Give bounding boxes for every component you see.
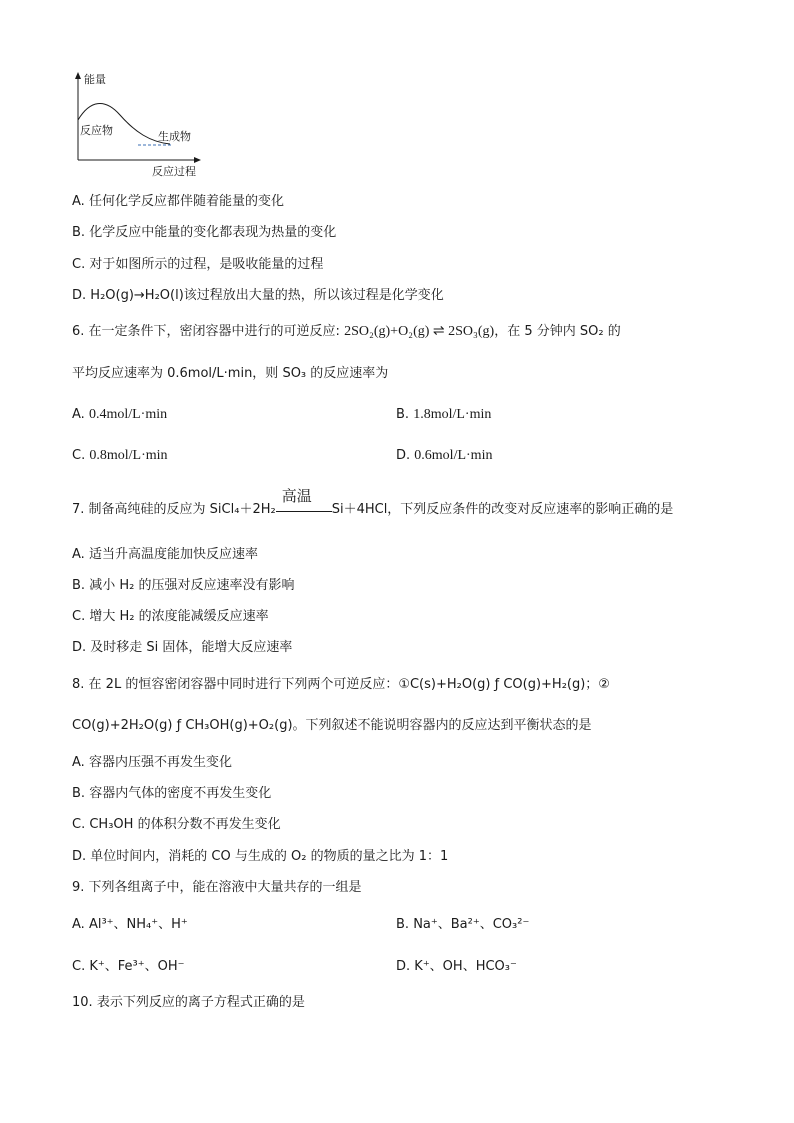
- q6-option-b: [396, 406, 491, 424]
- option-text: 化学反应中能量的变化都表现为热量的变化: [89, 225, 337, 240]
- option-text: 0.6mol/L·min: [414, 448, 493, 463]
- option-letter: B.: [396, 407, 410, 422]
- q8-option-a: [72, 754, 232, 772]
- option-letter: B.: [72, 786, 86, 801]
- question-stem: 在 2L 的恒容密闭容器中同时进行下列两个可逆反应：①C(s)+H₂O(g) ƒ CO(g)+H₂(g)；②: [88, 677, 610, 692]
- option-letter: C.: [72, 817, 86, 832]
- question-stem-cont: Si＋4HCl，下列反应条件的改变对反应速率的影响正确的是: [331, 502, 674, 517]
- option-text: Na⁺、Ba²⁺、CO₃²⁻: [413, 917, 530, 932]
- q7-option-a: [72, 546, 258, 564]
- question-number: 8.: [72, 677, 85, 692]
- high-temp-arrow: [276, 487, 332, 519]
- option-text: K⁺、OH、HCO₃⁻: [414, 959, 517, 974]
- option-text: 单位时间内，消耗的 CO 与生成的 O₂ 的物质的量之比为 1：1: [90, 849, 449, 864]
- q6-option-a: [72, 406, 167, 424]
- option-text: 任何化学反应都伴随着能量的变化: [88, 194, 284, 209]
- option-letter: A.: [72, 917, 85, 932]
- option-text: K⁺、Fe³⁺、OH⁻: [89, 959, 185, 974]
- question-stem: 平均反应速率为 0.6mol/L·min，则 SO₃ 的反应速率为: [72, 366, 389, 381]
- q8-option-c: [72, 816, 281, 834]
- q6-stem-line1: [72, 323, 621, 341]
- equals-bar: [276, 511, 332, 512]
- option-text: Al³⁺、NH₄⁺、H⁺: [88, 917, 188, 932]
- question-stem-cont: ，在 5 分钟内 SO₂ 的: [494, 324, 621, 339]
- option-text: 增大 H₂ 的浓度能减缓反应速率: [89, 609, 269, 624]
- question-number: 6.: [72, 324, 85, 339]
- q6-stem-line2: [72, 365, 388, 383]
- q6-option-c: [72, 447, 168, 465]
- reaction-condition: 高温: [281, 487, 312, 505]
- question-number: 10.: [72, 995, 93, 1010]
- q9-option-d: [396, 958, 517, 976]
- option-letter: B.: [72, 578, 86, 593]
- product-label: 生成物: [158, 130, 191, 143]
- question-stem: CO(g)+2H₂O(g) ƒ CH₃OH(g)+O₂(g)。下列叙述不能说明容器内的反应达到平衡状态的是: [72, 718, 592, 733]
- q7-option-b: [72, 577, 294, 595]
- reaction-equation: 2SO₂(g)+O₂(g) ⇌ 2SO₃(g): [344, 324, 495, 339]
- q8-option-d: [72, 848, 448, 866]
- option-text: H₂O(g)→H₂O(l)该过程放出大量的热，所以该过程是化学变化: [90, 288, 444, 303]
- option-text: 0.8mol/L·min: [89, 448, 168, 463]
- option-text: 对于如图所示的过程，是吸收能量的过程: [89, 257, 324, 272]
- energy-diagram: [60, 70, 210, 180]
- option-text: 及时移走 Si 固体，能增大反应速率: [90, 640, 293, 655]
- option-text: 1.8mol/L·min: [413, 407, 492, 422]
- option-letter: D.: [396, 959, 411, 974]
- option-text: 减小 H₂ 的压强对反应速率没有影响: [89, 578, 295, 593]
- x-axis-label: 反应过程: [152, 165, 196, 178]
- y-axis-arrow: [75, 72, 81, 79]
- option-text: 容器内压强不再发生变化: [88, 755, 232, 770]
- q5-option-d: [72, 287, 444, 305]
- option-letter: C.: [72, 609, 86, 624]
- option-text: 容器内气体的密度不再发生变化: [89, 786, 272, 801]
- option-text: CH₃OH 的体积分数不再发生变化: [89, 817, 281, 832]
- option-text: 0.4mol/L·min: [88, 407, 168, 422]
- reactant-label: 反应物: [80, 124, 113, 137]
- q8-stem-line2: [72, 717, 592, 735]
- option-letter: A.: [72, 407, 85, 422]
- q7-option-c: [72, 608, 269, 626]
- q5-option-c: [72, 256, 323, 274]
- option-letter: A.: [72, 755, 85, 770]
- question-number: 7.: [72, 502, 85, 517]
- q9-option-c: [72, 958, 184, 976]
- option-letter: A.: [72, 194, 85, 209]
- option-letter: D.: [72, 849, 87, 864]
- option-letter: C.: [72, 257, 86, 272]
- question-stem: 在一定条件下，密闭容器中进行的可逆反应:: [88, 324, 340, 339]
- option-letter: C.: [72, 448, 86, 463]
- q5-option-b: [72, 224, 336, 242]
- option-letter: D.: [396, 448, 411, 463]
- question-stem: 下列各组离子中，能在溶液中大量共存的一组是: [88, 880, 362, 895]
- q8-option-b: [72, 785, 271, 803]
- q8-stem-line1: [72, 676, 610, 694]
- q10-stem: [72, 994, 305, 1012]
- q9-stem: [72, 879, 362, 897]
- q6-option-d: [396, 447, 492, 465]
- q5-option-a: [72, 193, 284, 211]
- y-axis-label: 能量: [84, 73, 106, 86]
- q9-option-b: [396, 916, 529, 934]
- question-stem: 表示下列反应的离子方程式正确的是: [96, 995, 305, 1010]
- option-letter: D.: [72, 288, 87, 303]
- option-letter: A.: [72, 547, 85, 562]
- option-letter: B.: [72, 225, 86, 240]
- question-number: 9.: [72, 880, 85, 895]
- option-letter: B.: [396, 917, 410, 932]
- q7-option-d: [72, 639, 292, 657]
- x-axis-arrow: [194, 157, 201, 163]
- option-text: 适当升高温度能加快反应速率: [88, 547, 258, 562]
- option-letter: C.: [72, 959, 86, 974]
- q7-stem: [72, 487, 674, 519]
- question-stem: 制备高纯硅的反应为 SiCl₄＋2H₂: [88, 502, 276, 517]
- option-letter: D.: [72, 640, 87, 655]
- q9-option-a: [72, 916, 188, 934]
